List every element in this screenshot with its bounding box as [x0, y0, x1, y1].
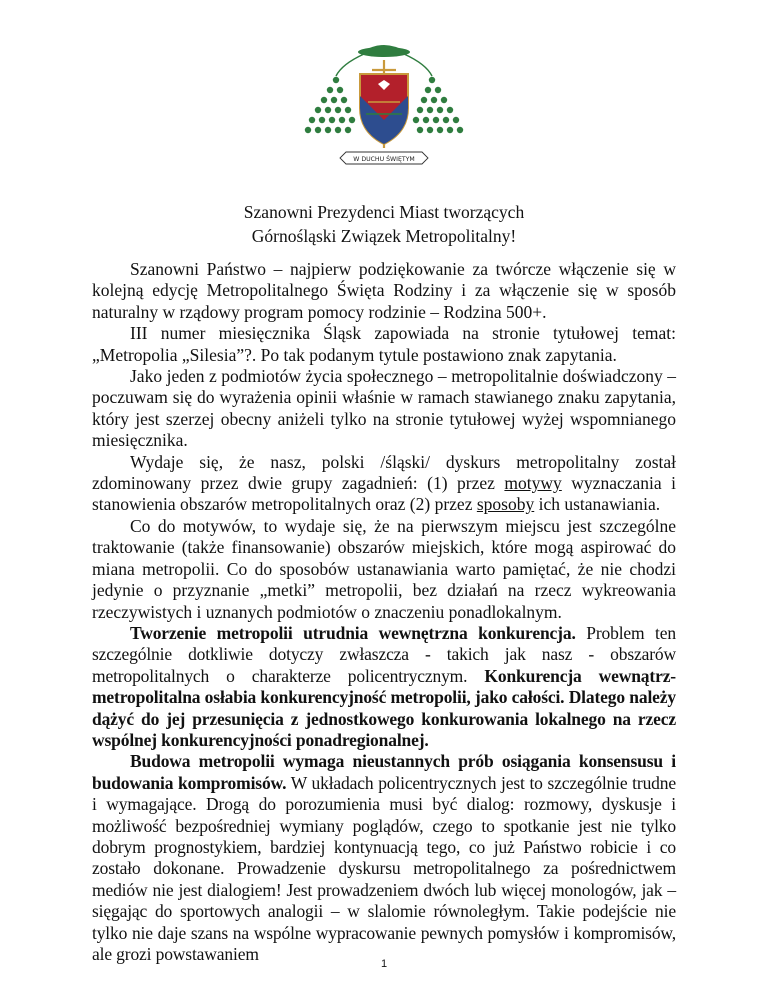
motto-text: W DUCHU ŚWIĘTYM — [353, 156, 415, 163]
paragraph-1: Szanowni Państwo – najpierw podziękowanie za twórcze włączenie się w kolejną edycję Metropolitalnego Święta Rodziny i za włączenie się w sposób naturalny w rządowy program pomocy rodzinie – Rodzina 500+. — [92, 259, 676, 322]
paragraph-7-text: W układach policentrycznych jest to szczególnie trudne i wymagające. Drogą do porozumienia musi być dialog: rozmowy, dyskusje i możliwość bezpośredniej wymiany poglądów, czego to spotkanie jest nie tylko dobrym prognostykiem, bardziej kontynuacją tego, co już Państwo robicie i co zostało dokonane. Prowadzenie dyskursu metropolitalnego za pośrednictwem mediów nie jest dialogiem! Jest prowadzeniem dwóch lub więcej monologów, jak – sięgając do sportowych analogii – w slalomie równoległym. Takie podejście nie tylko nie daje szans na wspólne wypracowanie pewnych pomysłów i kompromisów, ale grozi powstawaniem — [92, 772, 676, 964]
paragraph-7-bold-lead: Budowa metropolii wymaga nieustannych prób osiągania konsensusu i budowania kompromisów. — [92, 751, 676, 793]
paragraph-6-bold-tail: Konkurencja wewnątrz-metropolitalna osłabia konkurencyjność metropolii, jako całości. Dlatego należy dążyć do jej przesunięcia z jednostkowego konkurowania lokalnego na rzecz wspólnej konkurencyjności ponadregionalnej. — [92, 665, 676, 750]
paragraph-5: Co do motywów, to wydaje się, że na pierwszym miejscu jest szczególne traktowanie (także finansowanie) obszarów miejskich, które mogą aspirować do miana metropolii. Co do sposobów ustanawiania warto pamiętać, że nie chodzi jedynie o przyznanie „metki” metropolii, bez działań na rzecz wykreowania rzeczywistych i uznanych podmiotów o znaczeniu ponadlokalnym. — [92, 515, 676, 622]
coat-of-arms — [302, 40, 466, 185]
paragraph-3: Jako jeden z podmiotów życia społecznego – metropolitalnie doświadczony – poczuwam się do wyrażenia opinii właśnie w ramach stawianego znaku zapytania, który jest szerzej obecny aniżeli tylko na stronie tytułowej wyżej wspomnianego miesięcznika. — [92, 366, 676, 451]
paragraph-4 — [92, 452, 676, 516]
salutation — [0, 200, 768, 248]
paragraph-2: III numer miesięcznika Śląsk zapowiada na stronie tytułowej temat: „Metropolia „Silesia”?. Po tak podanym tytule postawiono znak zapytania. — [92, 323, 676, 365]
paragraph-4-text-b: wyznaczania i stanowienia obszarów metropolitalnych oraz (2) przez — [92, 473, 677, 515]
underlined-sposoby: sposoby — [476, 494, 535, 515]
salutation-line-1: Szanowni Prezydenci Miast tworzących — [243, 202, 525, 222]
tassels-right-icon — [413, 77, 463, 133]
paragraph-7 — [92, 751, 676, 965]
paragraph-6-text: Problem ten szczególnie dotkliwie dotyczy zwłaszcza - takich jak nasz - obszarów metropolitalnych o charakterze policentrycznym. — [92, 622, 676, 686]
salutation-line-2: Górnośląski Związek Metropolitalny! — [251, 226, 517, 246]
tassels-left-icon — [305, 77, 355, 133]
paragraph-6 — [92, 623, 676, 751]
paragraph-4-text-a: Wydaje się, że nasz, polski /śląski/ dyskurs metropolitalny został zdominowany przez dwie grupy zagadnień: (1) przez — [92, 451, 676, 494]
paragraph-4-text-c: ich ustanawiania. — [534, 494, 661, 515]
paragraph-6-bold-lead: Tworzenie metropolii utrudnia wewnętrzna konkurencja. — [130, 622, 576, 643]
letter-body — [92, 259, 676, 965]
underlined-motywy: motywy — [504, 473, 562, 494]
motto-ribbon — [340, 152, 428, 164]
page-number: 1 — [380, 958, 388, 970]
shield-icon — [360, 60, 408, 148]
